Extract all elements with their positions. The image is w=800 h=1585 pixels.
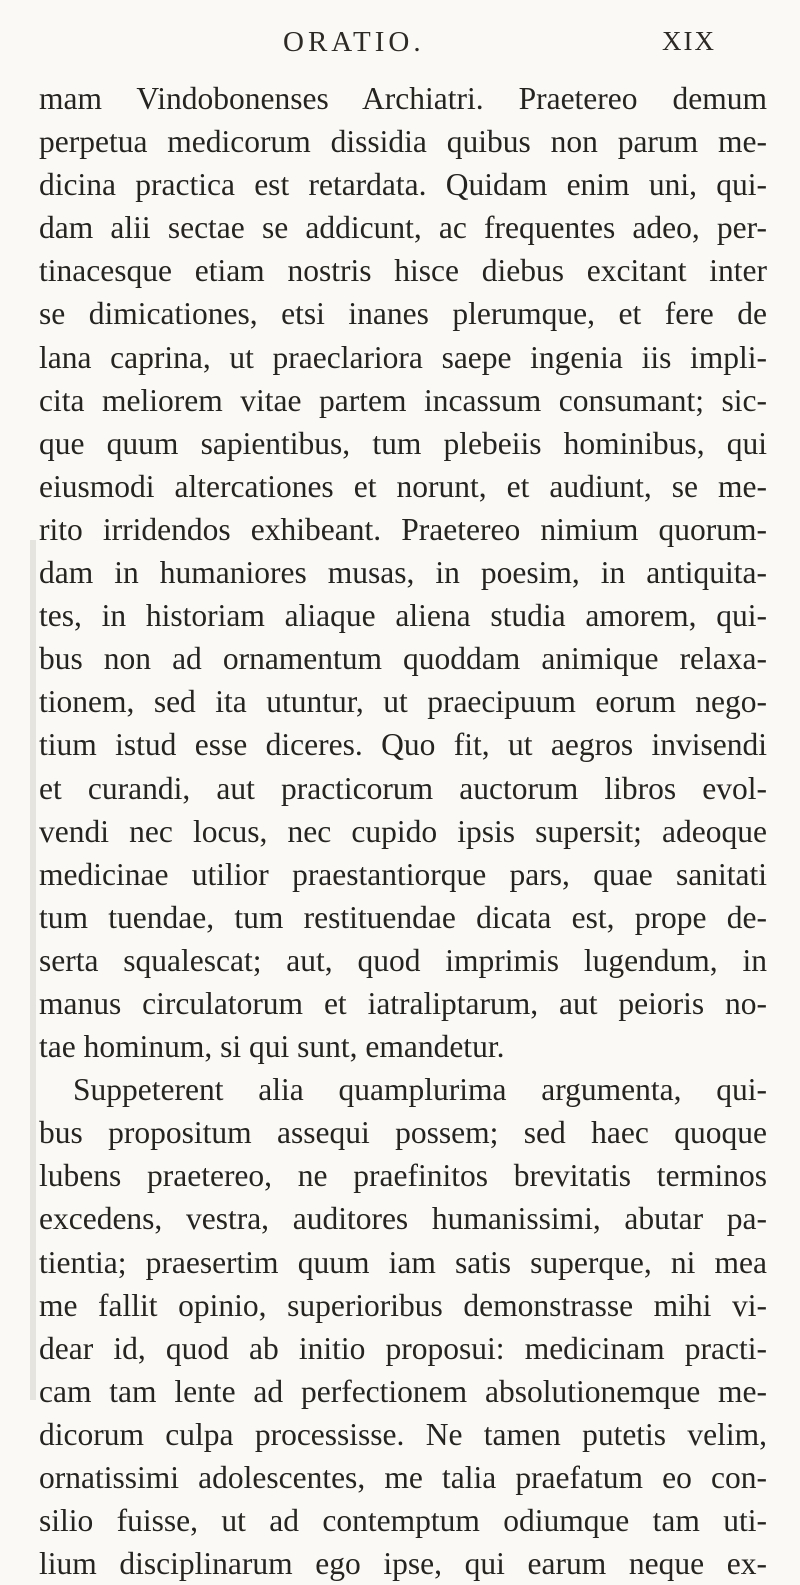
text-line: dicorum culpa processisse. Ne tamen putetis velim, [39, 1416, 767, 1452]
text-line: tum tuendae, tum restituendae dicata est, prope de- [39, 899, 767, 935]
binding-shadow [30, 540, 36, 1400]
text-line: bus non ad ornamentum quoddam animique relaxa- [39, 641, 767, 677]
text-line: se dimicationes, etsi inanes plerumque, et fere de [39, 296, 767, 332]
text-line: tionem, sed ita utuntur, ut praecipuum eorum nego- [39, 684, 767, 720]
text-line: dear id, quod ab initio proposui: medicinam practi- [39, 1330, 767, 1366]
text-line: ornatissimi adolescentes, me talia praefatum eo con- [39, 1460, 767, 1495]
text-line: me fallit opinio, superioribus demonstrasse mihi vi- [39, 1287, 767, 1323]
text-line: serta squalescat; aut, quod imprimis lugendum, in [39, 942, 767, 978]
text-line: tientia; praesertim quum iam satis superque, ni mea [39, 1244, 767, 1280]
text-line: mam Vindobonenses Archiatri. Praetereo demum [39, 81, 767, 116]
text-line: et curandi, aut practicorum auctorum libros evol- [39, 770, 767, 806]
text-line: cam tam lente ad perfectionem absolutionemque me- [39, 1373, 767, 1409]
text-line: dam in humaniores musas, in poesim, in antiquita- [39, 555, 767, 591]
page-number: XIX [662, 26, 716, 56]
body-text [39, 77, 767, 1585]
text-line: rito irridendos exhibeant. Praetereo nimium quorum- [39, 511, 767, 547]
paragraph-first-line: Suppeterent alia quamplurima argumenta, qui- [73, 1072, 767, 1108]
text-line: cita meliorem vitae partem incassum consumant; sic- [39, 382, 767, 418]
text-line: que quum sapientibus, tum plebeiis hominibus, qui [39, 425, 767, 461]
text-line: lium disciplinarum ego ipse, qui earum neque ex- [39, 1546, 767, 1582]
text-line: lubens praetereo, ne praefinitos brevitatis terminos [39, 1158, 767, 1194]
text-line: tes, in historiam aliaque aliena studia amorem, qui- [39, 598, 767, 634]
text-line: eiusmodi altercationes et norunt, et audiunt, se me- [39, 468, 767, 504]
text-line: bus propositum assequi possem; sed haec quoque [39, 1115, 767, 1151]
text-line: tinacesque etiam nostris hisce diebus excitant inter [39, 253, 767, 289]
text-line: vendi nec locus, nec cupido ipsis supersit; adeoque [39, 813, 767, 849]
text-line: dicina practica est retardata. Quidam enim uni, qui- [39, 167, 767, 203]
text-line: dam alii sectae se addicunt, ac frequentes adeo, per- [39, 210, 767, 246]
text-line: lana caprina, ut praeclariora saepe ingenia iis impli- [39, 339, 767, 375]
paragraph-last-line: tae hominum, si qui sunt, emandetur. [39, 1029, 505, 1065]
text-line: perpetua medicorum dissidia quibus non parum me- [39, 124, 767, 160]
text-line: medicinae utilior praestantiorque pars, quae sanitati [39, 856, 767, 892]
page-header [0, 26, 800, 62]
running-title: ORATIO. [283, 26, 425, 58]
text-line: manus circulatorum et iatraliptarum, aut peioris no- [39, 985, 767, 1021]
text-line: silio fuisse, ut ad contemptum odiumque tam uti- [39, 1503, 767, 1539]
text-line: tium istud esse diceres. Quo fit, ut aegros invisendi [39, 727, 767, 763]
text-line: excedens, vestra, auditores humanissimi, abutar pa- [39, 1201, 767, 1237]
